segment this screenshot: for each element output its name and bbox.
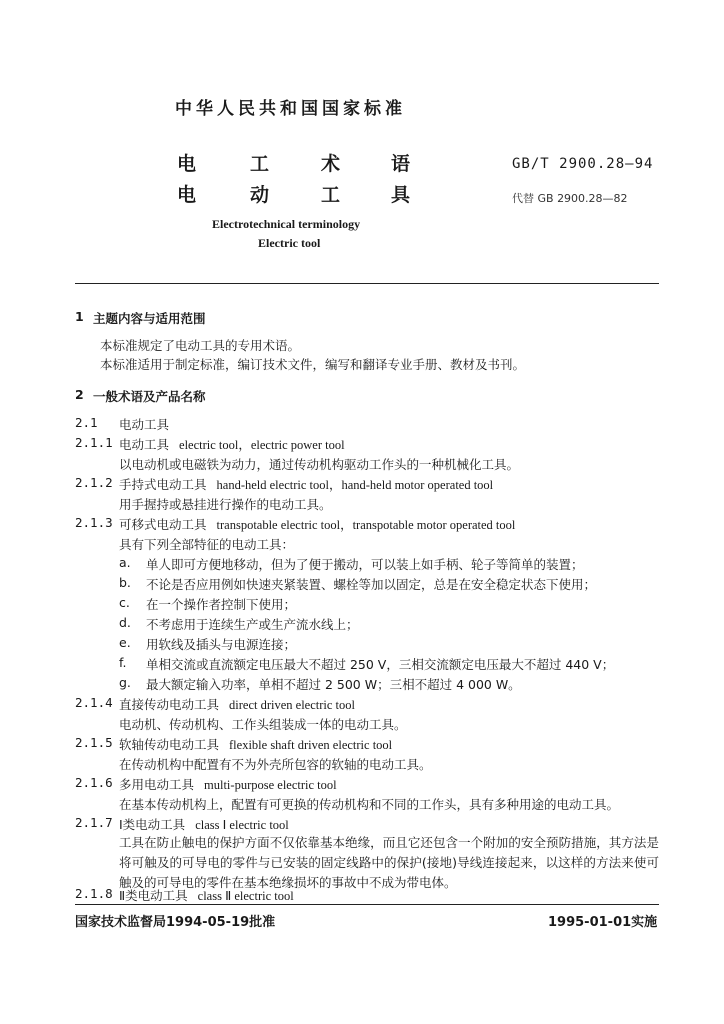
term-number: 2.1 [75, 415, 98, 430]
term-name: 手持式电动工具 [119, 477, 207, 492]
title-char: 语 [391, 153, 411, 175]
term-number: 2.1.8 [75, 886, 113, 901]
term-english: class Ⅱ electric tool [197, 889, 294, 903]
approval-date: 国家技术监督局1994-05-19批准 [75, 915, 276, 930]
term-number: 2.1.5 [75, 735, 113, 750]
term-definition: 用手握持或悬挂进行操作的电动工具。 [119, 497, 332, 512]
term-entry [119, 735, 392, 753]
footer-divider [75, 904, 659, 905]
feature-marker: f. [119, 655, 127, 670]
term-definition: 工具在防止触电的保护方面不仅依靠基本绝缘，而且它还包含一个附加的安全预防措施，其方法是将可触及的可导电的零件与已安装的固定线路中的保护(接地)导线连接起来，以这样的方法来使可触及的可导电的零件在基本绝缘损坏的事故中不成为带电体。 [119, 835, 659, 890]
title-char: 电 [177, 184, 197, 206]
feature-marker: c. [119, 595, 130, 610]
term-english: class Ⅰ electric tool [195, 818, 289, 832]
title-char: 电 [177, 153, 197, 175]
term-name: Ⅰ类电动工具 [119, 817, 186, 832]
term-name: 电动工具 [119, 437, 170, 452]
term-name: 电动工具 [119, 417, 170, 432]
term-english: transpotable electric tool，transpotable motor operated tool [216, 518, 516, 532]
term-definition: 电动机、传动机构、工作头组装成一体的电动工具。 [119, 717, 407, 732]
paragraph: 本标准适用于制定标准，编订技术文件，编写和翻译专业手册、教材及书刊。 [100, 357, 526, 372]
term-number: 2.1.3 [75, 515, 113, 530]
term-definition: 在传动机构中配置有不为外壳所包容的软轴的电动工具。 [119, 757, 432, 772]
feature-marker: d. [119, 615, 131, 630]
section-heading: 一般术语及产品名称 [93, 389, 206, 404]
term-name: 可移式电动工具 [119, 517, 207, 532]
term-entry [119, 695, 355, 713]
term-number: 2.1.1 [75, 435, 113, 450]
feature-marker: e. [119, 635, 131, 650]
term-definition: 具有下列全部特征的电动工具： [119, 537, 295, 552]
header-divider [75, 283, 659, 284]
feature-marker: g. [119, 675, 131, 690]
term-number: 2.1.4 [75, 695, 113, 710]
issuing-authority: 中华人民共和国国家标准 [175, 99, 406, 119]
feature-item: 不论是否应用例如快速夹紧装置、螺栓等加以固定，总是在安全稳定状态下使用； [146, 577, 597, 592]
term-entry [119, 515, 515, 533]
english-subtitle: Electric tool [258, 236, 321, 250]
feature-item: 最大额定输入功率，单相不超过 2 500 W；三相不超过 4 000 W。 [146, 677, 521, 692]
english-title: Electrotechnical terminology [212, 217, 361, 231]
feature-item: 单相交流或直流额定电压最大不超过 250 V，三相交流额定电压最大不超过 440 V； [146, 657, 615, 672]
term-number: 2.1.7 [75, 815, 113, 830]
feature-marker: b. [119, 575, 131, 590]
section-number: 1 [75, 309, 84, 324]
title-char: 工 [321, 184, 341, 206]
term-definition: 以电动机或电磁铁为动力，通过传动机构驱动工作头的一种机械化工具。 [119, 457, 520, 472]
term-entry [119, 886, 294, 904]
feature-marker: a. [119, 555, 131, 570]
term-english: multi-purpose electric tool [204, 778, 337, 792]
feature-item: 不考虑用于连续生产或生产流水线上； [146, 617, 359, 632]
term-number: 2.1.6 [75, 775, 113, 790]
term-entry [119, 815, 289, 833]
feature-item: 单人即可方便地移动，但为了便于搬动，可以装上如手柄、轮子等简单的装置； [146, 557, 584, 572]
title-char: 术 [321, 153, 341, 175]
section-heading: 主题内容与适用范围 [93, 311, 206, 326]
term-number: 2.1.2 [75, 475, 113, 490]
title-char: 动 [250, 184, 270, 206]
term-definition: 在基本传动机构上，配置有可更换的传动机构和不同的工作头，具有多种用途的电动工具。 [119, 797, 620, 812]
section-number: 2 [75, 387, 84, 402]
term-name: Ⅱ类电动工具 [119, 888, 188, 903]
term-entry [119, 475, 493, 493]
standard-number: GB/T 2900.28—94 [512, 156, 654, 172]
implementation-date: 1995-01-01实施 [548, 915, 658, 930]
title-char: 工 [250, 153, 270, 175]
paragraph: 本标准规定了电动工具的专用术语。 [100, 338, 301, 353]
replaces-standard: 代替 GB 2900.28—82 [512, 192, 628, 205]
feature-item: 用软线及插头与电源连接； [146, 637, 297, 652]
term-name: 软轴传动电动工具 [119, 737, 220, 752]
term-english: direct driven electric tool [229, 698, 355, 712]
term-name: 多用电动工具 [119, 777, 195, 792]
feature-item: 在一个操作者控制下使用； [146, 597, 297, 612]
term-name: 直接传动电动工具 [119, 697, 220, 712]
term-english: hand-held electric tool，hand-held motor operated tool [216, 478, 494, 492]
term-english: electric tool，electric power tool [179, 438, 345, 452]
term-entry [119, 435, 345, 453]
term-english: flexible shaft driven electric tool [229, 738, 393, 752]
term-entry [119, 775, 337, 793]
title-char: 具 [391, 184, 411, 206]
